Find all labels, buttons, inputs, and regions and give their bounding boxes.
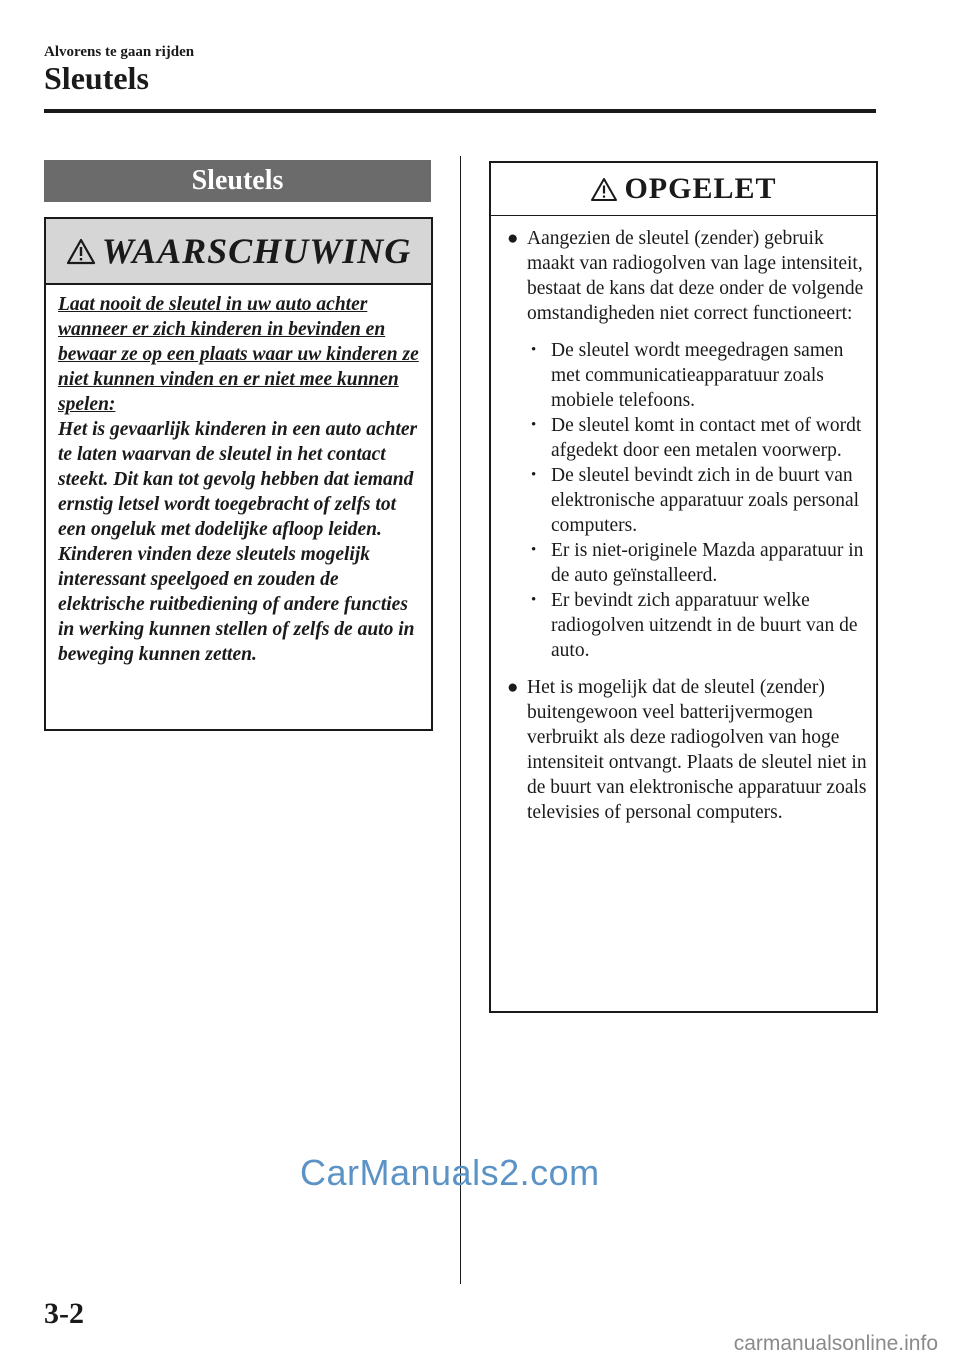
page-number: 3-2 <box>44 1297 84 1330</box>
caution-subitem <box>491 413 876 463</box>
caution-triangle-icon <box>590 177 618 202</box>
caution-subitem-text: De sleutel bevindt zich in de buurt van elektronische apparatuur zoals personal computers. <box>551 465 860 536</box>
caution-item <box>491 226 876 326</box>
caution-subitem-text: De sleutel komt in contact met of wordt afgedekt door een metalen voorwerp. <box>551 415 862 461</box>
caution-subitem-text: De sleutel wordt meegedragen samen met communicatieapparatuur zoals mobiele telefoons. <box>551 340 844 411</box>
caution-body <box>491 216 876 825</box>
header-rule <box>44 109 876 113</box>
watermark: CarManuals2.com <box>300 1152 600 1193</box>
caution-title: OPGELET <box>624 172 777 205</box>
warning-body-text: Het is gevaarlijk kinderen in een auto achter te laten waarvan de sleutel in het contact steekt. Dit kan tot gevolg hebben dat iemand ernstig letsel wordt toegebracht of zelfs tot een ongeluk met dodelijke afloop leiden. Kinderen vinden deze sleutels mogelijk interessant speelgoed en zouden de elektrische ruitbediening of andere functies in werking kunnen stellen of zelfs de auto in beweging kunnen zetten. <box>58 419 418 665</box>
chapter-label: Alvorens te gaan rijden <box>44 44 195 60</box>
warning-box <box>44 217 433 731</box>
sub-bullet-icon: • <box>531 592 537 608</box>
caution-subitem <box>491 538 876 588</box>
section-banner: Sleutels <box>44 160 431 202</box>
caution-subitem <box>491 463 876 538</box>
warning-header <box>46 219 431 285</box>
caution-box <box>489 161 878 1013</box>
caution-subitem-text: Er bevindt zich apparatuur welke radiogolven uitzendt in de buurt van de auto. <box>551 590 858 661</box>
column-divider <box>460 156 461 1284</box>
caution-subitem-text: Er is niet-originele Mazda apparatuur in de auto geïnstalleerd. <box>551 540 864 586</box>
caution-subitem <box>491 588 876 663</box>
caution-sublist <box>491 338 876 663</box>
caution-subitem <box>491 338 876 413</box>
bullet-icon: ● <box>507 228 519 249</box>
warning-triangle-icon <box>66 238 96 265</box>
caution-item <box>491 675 876 825</box>
page-title: Sleutels <box>44 60 149 96</box>
warning-title: WAARSCHUWING <box>101 231 412 271</box>
caution-item-text: Aangezien de sleutel (zender) gebruik maakt van radiogolven van lage intensiteit, bestaat de kans dat deze onder de volgende omstandigheden niet correct functioneert: <box>527 228 864 324</box>
bullet-icon: ● <box>507 677 519 698</box>
caution-header <box>491 163 876 216</box>
warning-underlined-text: Laat nooit de sleutel in uw auto achter wanneer er zich kinderen in bevinden en bewaar ze op een plaats waar uw kinderen ze niet kunnen vinden en er niet mee kunnen spelen: <box>58 294 419 415</box>
footer-site: carmanualsonline.info <box>733 1332 938 1355</box>
sub-bullet-icon: • <box>531 417 537 433</box>
sub-bullet-icon: • <box>531 342 537 358</box>
warning-text <box>46 285 431 667</box>
sub-bullet-icon: • <box>531 542 537 558</box>
caution-item-text: Het is mogelijk dat de sleutel (zender) buitengewoon veel batterijvermogen verbruikt als deze radiogolven van hoge intensiteit ontvangt. Plaats de sleutel niet in de buurt van elektronische apparatuur zoals televisies of personal computers. <box>527 677 867 823</box>
sub-bullet-icon: • <box>531 467 537 483</box>
